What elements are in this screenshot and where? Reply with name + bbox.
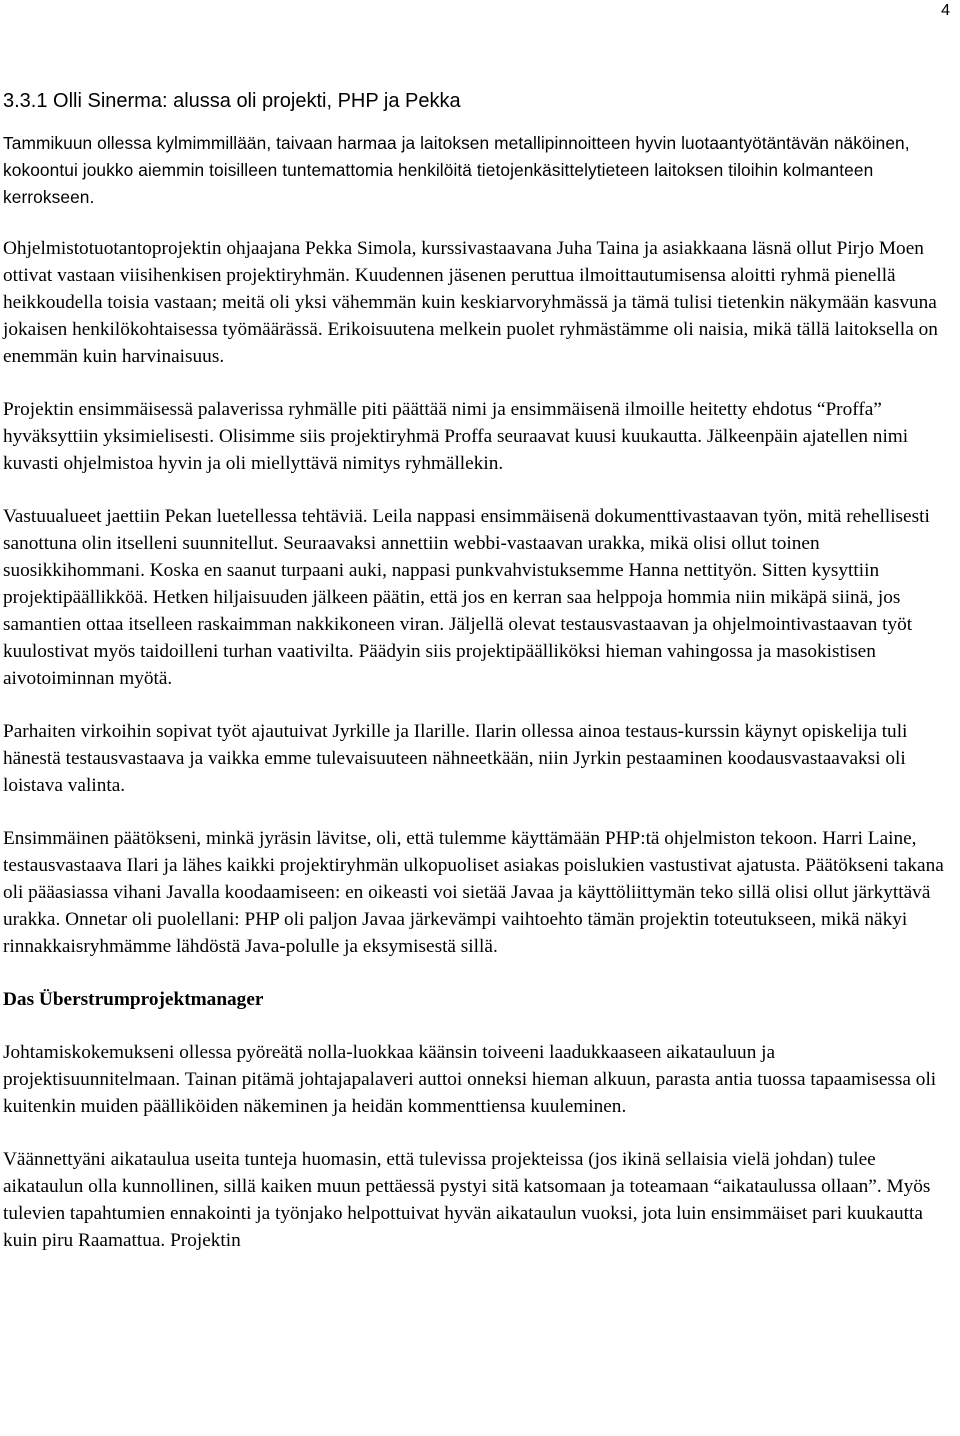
paragraph-2: Projektin ensimmäisessä palaverissa ryhmälle piti päättää nimi ja ensimmäisenä ilmoille heitetty ehdotus “Proffa” hyväksyttiin yksimielisesti. Olisimme siis projektiryhmä Proffa seuraavat kuusi kuukautta. Jälkeenpäin ajatellen nimi kuvasti ohjelmistoa hyvin ja oli miellyttävä nimitys ryhmällekin.	[3, 399, 909, 474]
paragraph-6: Johtamiskokemukseni ollessa pyöreätä nolla-luokkaa käänsin toiveeni laadukkaaseen aikatauluun ja projektisuunnitelmaan. Tainan pitämä johtajapalaveri auttoi onneksi hieman alkuun, parasta antia tuossa tapaamisessa oli kuitenkin muiden päälliköiden näkeminen ja heidän kommenttiensa kuuleminen.	[3, 1042, 937, 1117]
paragraph-7: Väännettyäni aikataulua useita tunteja huomasin, että tulevissa projekteissa (jos ikinä sellaisia vielä johdan) tulee aikataulun olla kunnollinen, sillä kaiken muun pettäessä pystyi sitä katsomaan ja toteamaan “aikataulussa ollaan”. Myös tulevien tapahtumien ennakointi ja työnjako helpottuivat hyvän aikataulun vuoksi, jota luin ensimmäiset pari kuukautta kuin piru Raamattua. Projektin	[3, 1149, 931, 1251]
paragraph-1: Ohjelmistotuotantoprojektin ohjaajana Pekka Simola, kurssivastaavana Juha Taina ja asiakkaana läsnä ollut Pirjo Moen ottivat vastaan viisihenkisen projektiryhmän. Kuudennen jäsenen peruttua ilmoittautumisensa aloitti ryhmä pienellä heikkoudella toisia vastaan; meitä oli yksi vähemmän kuin keskiarvoryhmässä ja tämä tulisi tietenkin näkymään kasvuna jokaisen henkilökohtaisessa työmäärässä. Erikoisuutena melkein puolet ryhmästämme oli naisia, mikä tällä laitoksella on enemmän kuin harvinaisuus.	[3, 238, 938, 367]
page-number: 4	[941, 2, 950, 19]
subheading: Das Überstrumprojektmanager	[3, 989, 264, 1010]
section-heading: 3.3.1 Olli Sinerma: alussa oli projekti, PHP ja Pekka	[3, 90, 461, 112]
paragraph-4: Parhaiten virkoihin sopivat työt ajautuivat Jyrkille ja Ilarille. Ilarin ollessa ainoa testaus-kurssin käynyt opiskelija tuli hänestä testausvastaava ja vaikka emme tulevaisuuteen nähneetkään, niin Jyrkin pestaaminen koodausvastaavaksi oli loistava valinta.	[3, 721, 908, 796]
paragraph-3: Vastuualueet jaettiin Pekan luetellessa tehtäviä. Leila nappasi ensimmäisenä dokumenttivastaavan työn, mitä rehellisesti sanottuna olin itselleni suunnitellut. Seuraavaksi annettiin webbi-vastaavan urakka, mikä olisi ollut toinen suosikkihommani. Koska en saanut turpaani auki, nappasi punkvahvistuksemme Hanna nettityön. Sitten kysyttiin projektipäällikköä. Hetken hiljaisuuden jälkeen päätin, että jos en kerran saa helppoja hommia niin mikäpä siinä, jos samantien ottaa itselleen raskaimman nakkikoneen viran. Jäljellä olevat testausvastaavan ja ohjelmointivastaavan työt kuulostivat myös taidoilleni turhan vaativilta. Päädyin siis projektipäälliköksi hieman vahingossa ja masokistisen aivotoiminnan myötä.	[3, 506, 930, 689]
document-body	[3, 86, 955, 1280]
paragraph-5: Ensimmäinen päätökseni, minkä jyräsin lävitse, oli, että tulemme käyttämään PHP:tä ohjelmiston tekoon. Harri Laine, testausvastaava Ilari ja lähes kaikki projektiryhmän ulkopuoliset asiakas poislukien vastustivat ajatusta. Päätökseni takana oli pääasiassa vihani Javalla koodaamiseen: en oikeasti voi sietää Javaa ja käyttöliittymän teko sillä olisi ollut järkyttävä urakka. Onnetar oli puolellani: PHP oli paljon Javaa järkevämpi vaihtoehto tämän projektin toteutukseen, mikä näkyi rinnakkaisryhmämme lähdöstä Java-polulle ja eksymisestä sillä.	[3, 828, 944, 957]
intro-paragraph: Tammikuun ollessa kylmimmillään, taivaan harmaa ja laitoksen metallipinnoitteen hyvin luotaantyötäntävän näköinen, kokoontui joukko aiemmin toisilleen tuntemattomia henkilöitä tietojenkäsittelytieteen laitoksen tiloihin kolmanteen kerrokseen.	[3, 133, 910, 207]
